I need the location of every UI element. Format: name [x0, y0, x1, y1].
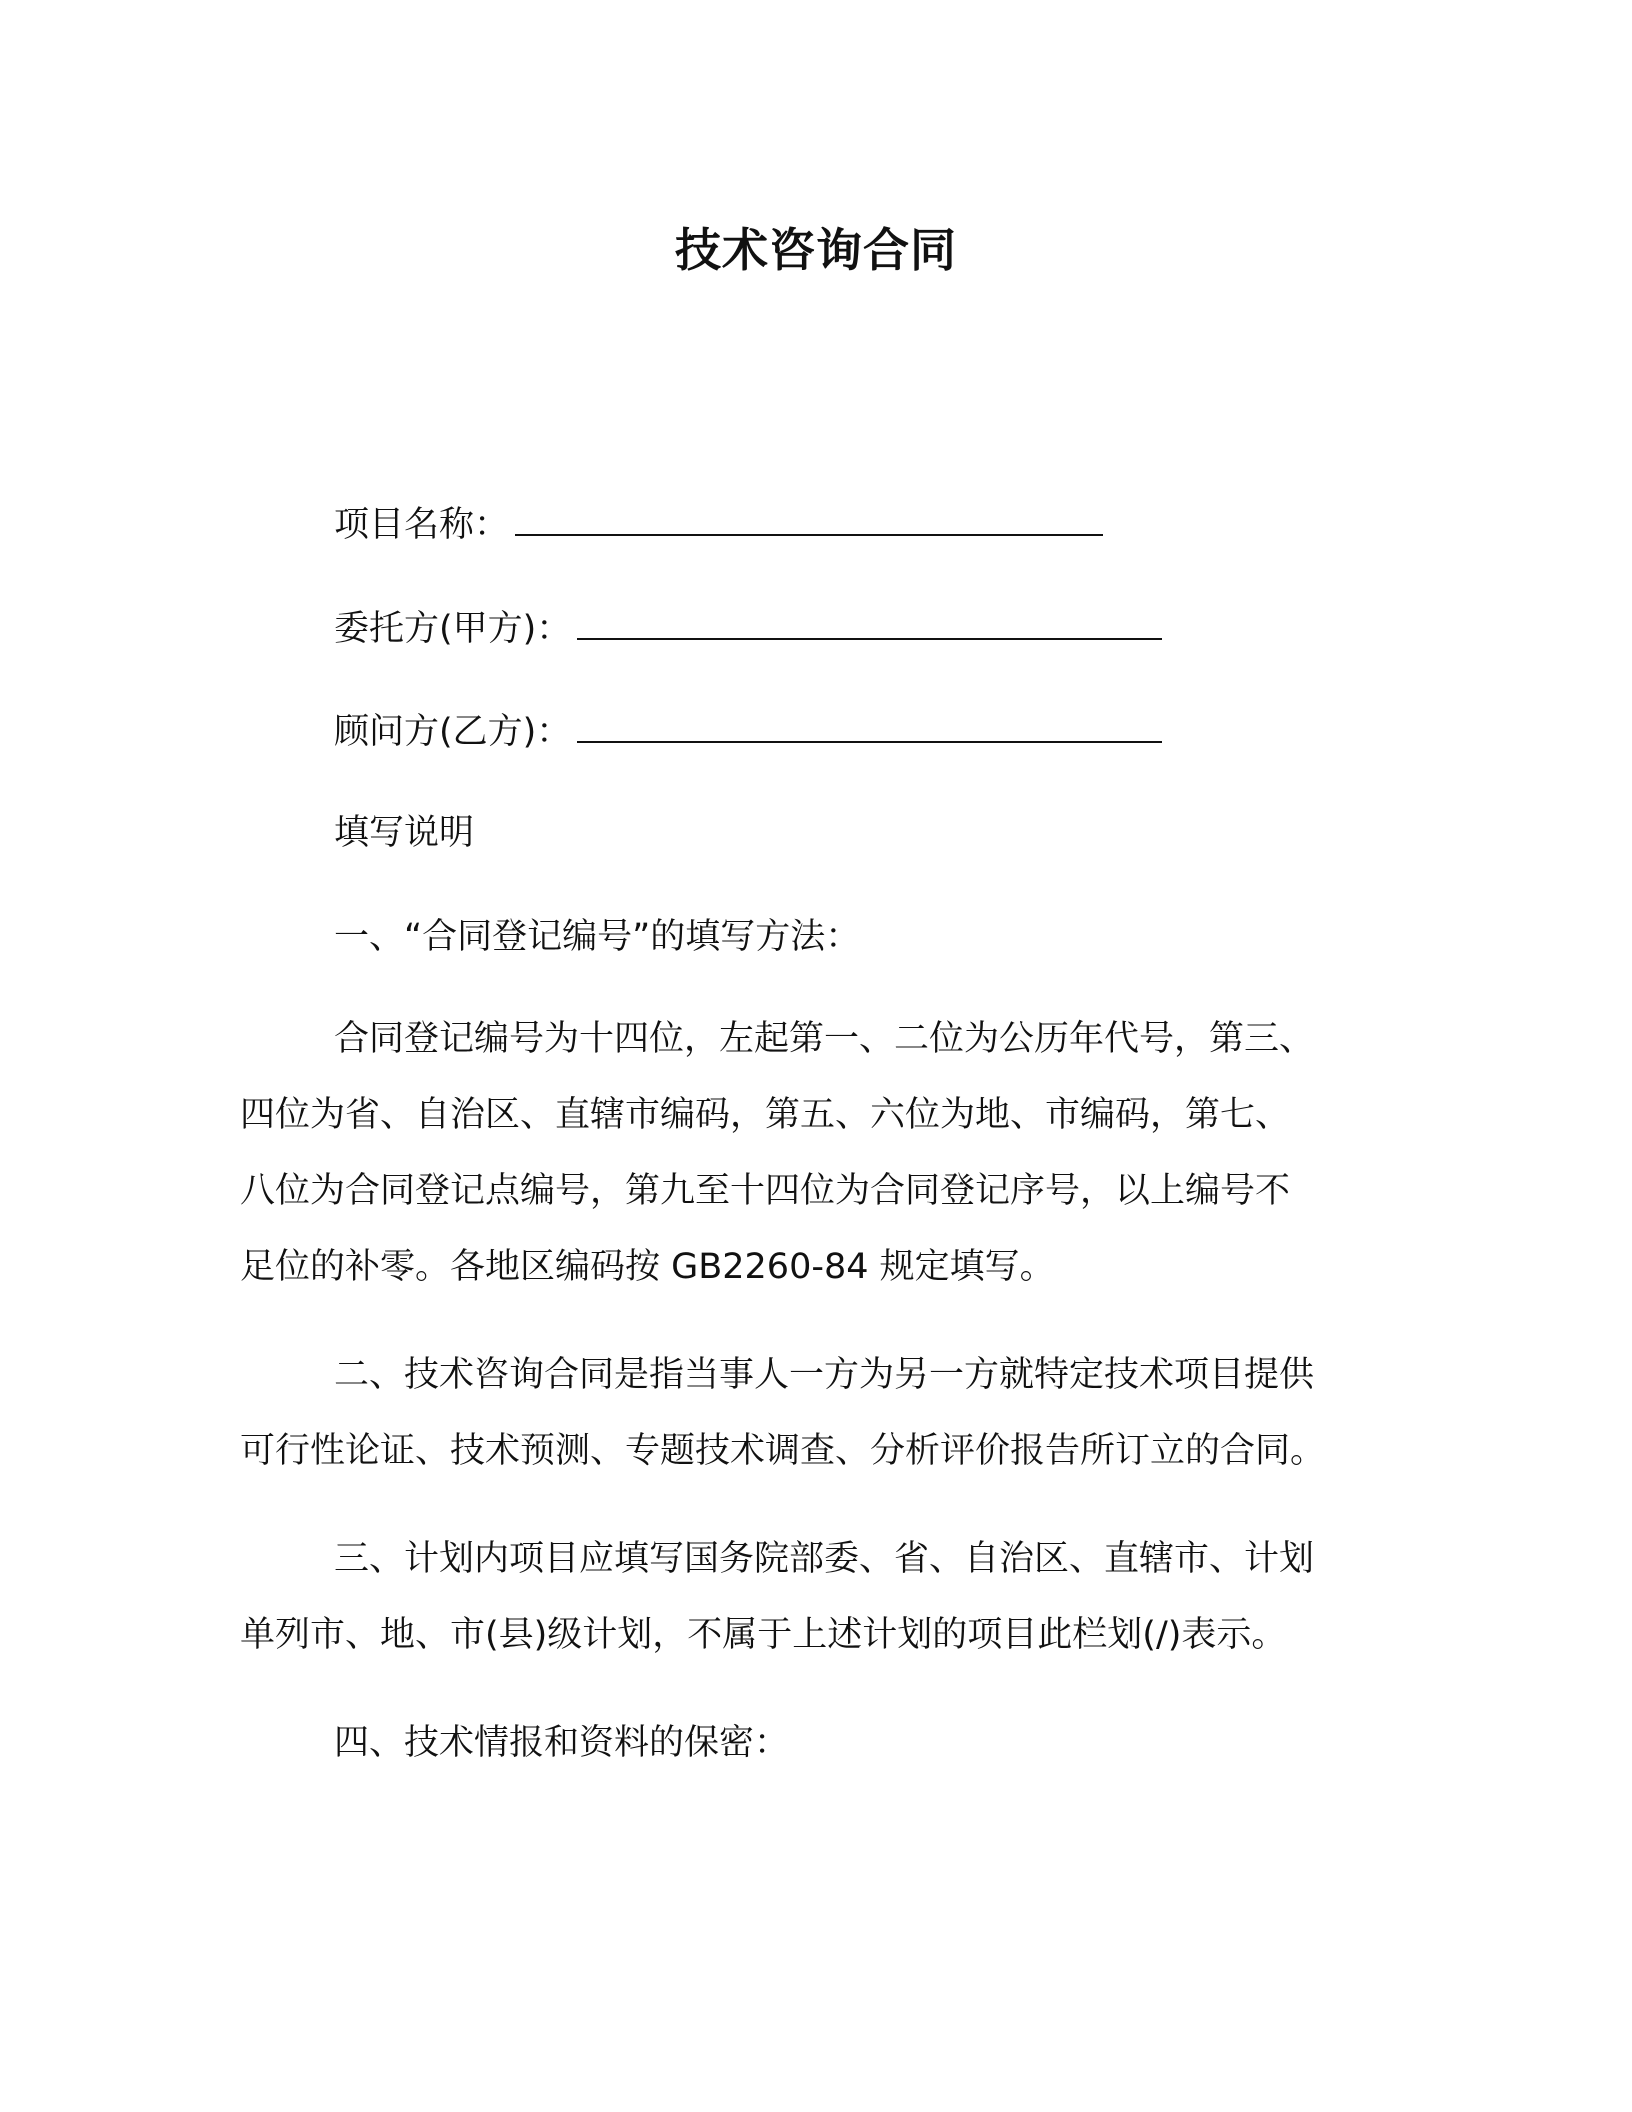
section4-heading: 四、技术情报和资料的保密：: [334, 1723, 790, 1763]
instructions-heading: 填写说明: [334, 813, 475, 853]
section2-line: 二、技术咨询合同是指当事人一方为另一方就特定技术项目提供: [334, 1355, 1315, 1395]
section1-line: 四位为省、自治区、直辖市编码，第五、六位为地、市编码，第七、: [240, 1095, 1291, 1135]
document-title: 技术咨询合同: [675, 223, 957, 277]
section2-line: 可行性论证、技术预测、专题技术调查、分析评价报告所订立的合同。: [240, 1431, 1326, 1471]
section1-heading: 一、“合同登记编号”的填写方法：: [334, 917, 861, 957]
project-name-blank-line[interactable]: [515, 526, 1103, 536]
project-name-field: [334, 500, 1103, 550]
consultant-label: 顾问方(乙方)：: [334, 712, 572, 752]
section3-line: 三、计划内项目应填写国务院部委、省、自治区、直辖市、计划: [334, 1539, 1315, 1579]
section1-line: 八位为合同登记点编号，第九至十四位为合同登记序号，以上编号不: [240, 1171, 1291, 1211]
client-field: [334, 604, 1162, 654]
consultant-blank-line[interactable]: [577, 733, 1162, 743]
client-blank-line[interactable]: [577, 630, 1162, 640]
section1-line: 合同登记编号为十四位，左起第一、二位为公历年代号，第三、: [334, 1019, 1315, 1059]
client-label: 委托方(甲方)：: [334, 609, 572, 649]
section3-line: 单列市、地、市(县)级计划，不属于上述计划的项目此栏划(/)表示。: [240, 1615, 1287, 1655]
project-name-label: 项目名称：: [334, 505, 510, 545]
section1-line: 足位的补零。各地区编码按 GB2260-84 规定填写。: [240, 1247, 1055, 1287]
consultant-field: [334, 707, 1162, 757]
